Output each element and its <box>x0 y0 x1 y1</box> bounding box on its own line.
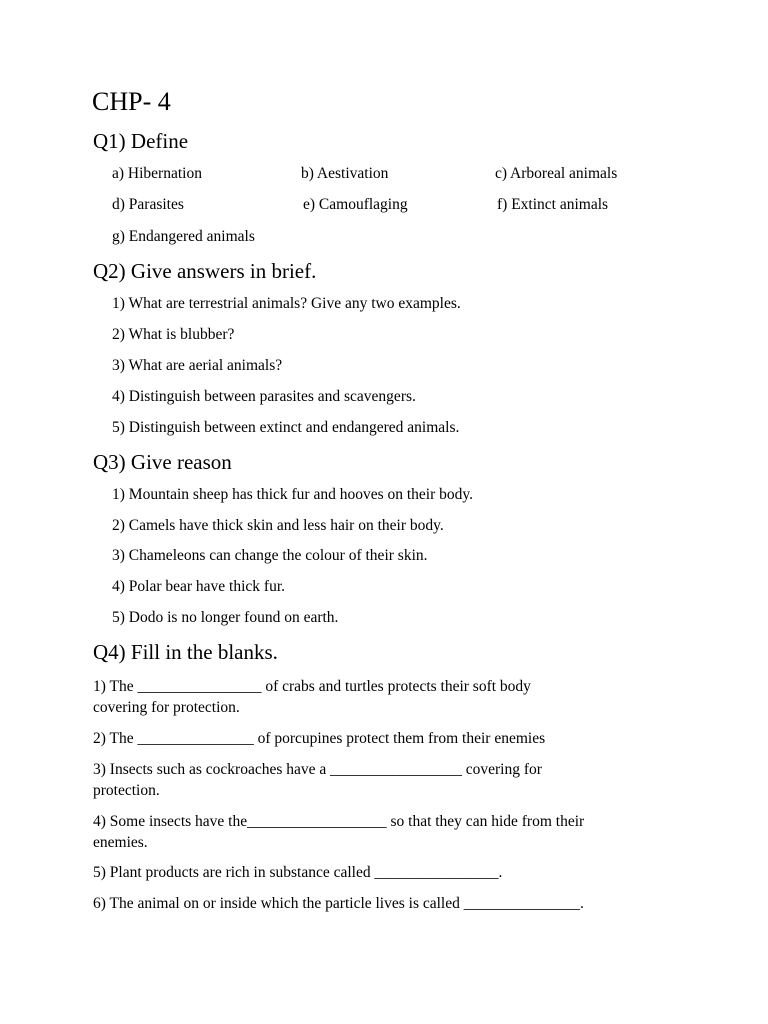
q2-heading: Q2) Give answers in brief. <box>93 259 317 283</box>
q3-item-4: 4) Polar bear have thick fur. <box>112 578 286 595</box>
q3-item-5: 5) Dodo is no longer found on earth. <box>112 609 339 626</box>
q2-item-2: 2) What is blubber? <box>112 326 235 343</box>
q2-item-1: 1) What are terrestrial animals? Give any two examples. <box>112 295 461 312</box>
q1-item-e: e) Camouflaging <box>303 196 408 213</box>
q4-line-6: 6) The animal on or inside which the particle lives is called _______________. <box>93 895 584 912</box>
q4-line-3-cont: protection. <box>93 782 160 799</box>
q1-item-c: c) Arboreal animals <box>495 165 618 182</box>
q4-line-4-cont: enemies. <box>93 834 148 851</box>
q1-item-a: a) Hibernation <box>112 165 202 182</box>
q3-item-2: 2) Camels have thick skin and less hair on their body. <box>112 517 444 534</box>
q4-line-2: 2) The _______________ of porcupines protect them from their enemies <box>93 730 546 747</box>
q4-line-1-cont: covering for protection. <box>93 699 240 716</box>
chapter-title: CHP- 4 <box>92 87 171 116</box>
q1-item-f: f) Extinct animals <box>497 196 609 213</box>
q4-line-4: 4) Some insects have the__________________ so that they can hide from their <box>93 813 585 830</box>
q2-item-3: 3) What are aerial animals? <box>112 357 283 374</box>
q4-line-3: 3) Insects such as cockroaches have a _________________ covering for <box>93 761 542 778</box>
q1-heading: Q1) Define <box>93 129 189 153</box>
q2-item-4: 4) Distinguish between parasites and scavengers. <box>112 388 416 405</box>
q2-item-5: 5) Distinguish between extinct and endangered animals. <box>112 419 460 436</box>
q4-line-5: 5) Plant products are rich in substance called ________________. <box>93 864 503 881</box>
q3-heading: Q3) Give reason <box>93 450 232 474</box>
q4-heading: Q4) Fill in the blanks. <box>93 640 278 664</box>
q1-item-b: b) Aestivation <box>301 165 389 182</box>
q3-item-1: 1) Mountain sheep has thick fur and hooves on their body. <box>112 486 474 503</box>
q3-item-3: 3) Chameleons can change the colour of their skin. <box>112 547 428 564</box>
q1-item-g: g) Endangered animals <box>112 228 255 245</box>
q4-line-1: 1) The ________________ of crabs and turtles protects their soft body <box>93 678 531 695</box>
q1-item-d: d) Parasites <box>112 196 184 213</box>
